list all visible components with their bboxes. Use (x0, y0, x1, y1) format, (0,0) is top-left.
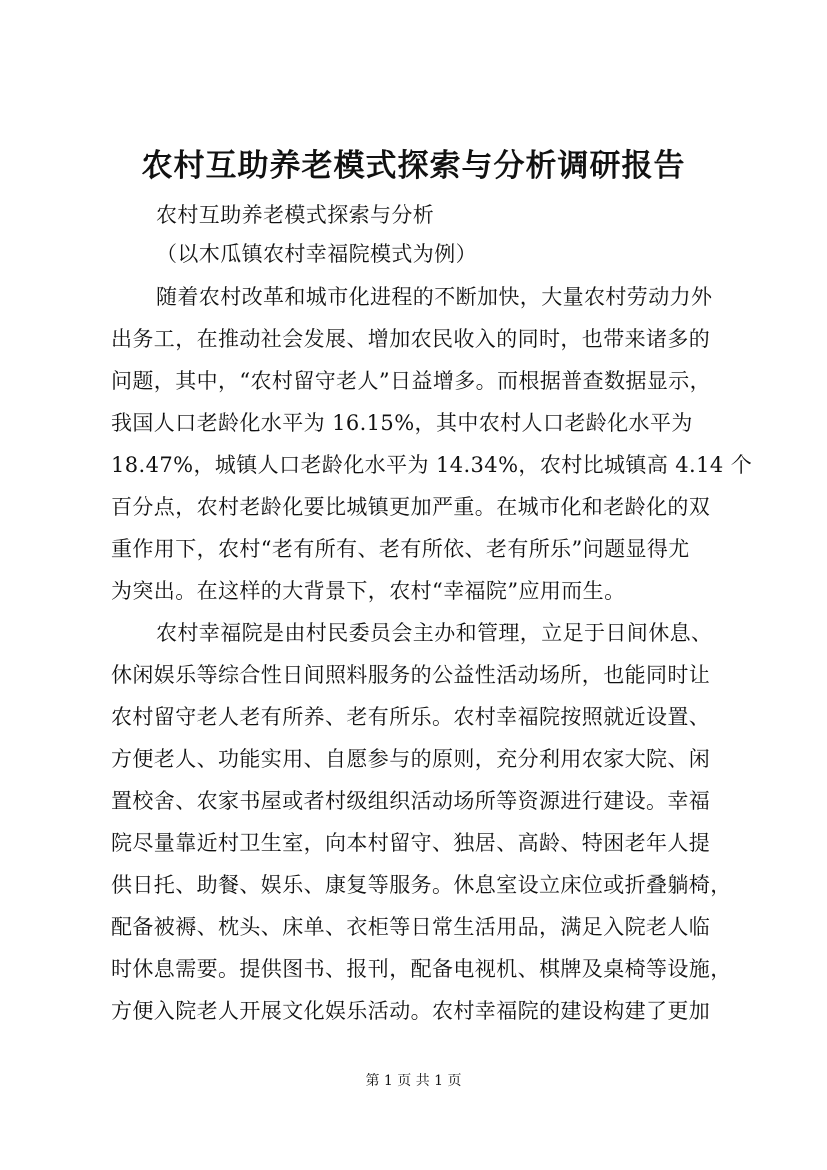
paragraph-line: 为突出。在这样的大背景下，农村“幸福院”应用而生。 (111, 579, 626, 603)
paragraph-line: 随着农村改革和城市化进程的不断加快，大量农村劳动力外 (156, 285, 713, 309)
document-title: 农村互助养老模式探索与分析调研报告 (141, 148, 686, 184)
paragraph-line: 方便老人、功能实用、自愿参与的原则，充分利用农家大院、闲 (111, 747, 711, 771)
paragraph-line: 18.47%，城镇人口老龄化水平为 14.34%，农村比城镇高 4.14 个 (111, 453, 753, 477)
paragraph-line: 农村幸福院是由村民委员会主办和管理，立足于日间休息、 (156, 621, 713, 645)
document-subtitle: 农村互助养老模式探索与分析 (156, 203, 435, 227)
paragraph-line: 问题，其中，“农村留守老人”日益增多。而根据普查数据显示， (111, 369, 712, 393)
paragraph-line: 院尽量靠近村卫生室，向本村留守、独居、高龄、特困老年人提 (111, 831, 711, 855)
paragraph-line: 百分点，农村老龄化要比城镇更加严重。在城市化和老龄化的双 (111, 495, 711, 519)
paragraph-line: 农村留守老人老有所养、老有所乐。农村幸福院按照就近设置、 (111, 705, 711, 729)
paragraph-line: 时休息需要。提供图书、报刊，配备电视机、棋牌及桌椅等设施， (111, 957, 732, 981)
paragraph-line: 重作用下，农村“老有所有、老有所依、老有所乐”问题显得尤 (111, 537, 690, 561)
document-subtitle-note: （以木瓜镇农村幸福院模式为例） (156, 242, 477, 266)
paragraph-line: 休闲娱乐等综合性日间照料服务的公益性活动场所，也能同时让 (111, 663, 711, 687)
page-number: 第 1 页 共 1 页 (365, 1073, 462, 1089)
paragraph-line: 置校舍、农家书屋或者村级组织活动场所等资源进行建设。幸福 (111, 789, 711, 813)
paragraph-line: 我国人口老龄化水平为 16.15%，其中农村人口老龄化水平为 (111, 411, 693, 435)
paragraph-line: 供日托、助餐、娱乐、康复等服务。休息室设立床位或折叠躺椅， (111, 873, 732, 897)
paragraph-line: 配备被褥、枕头、床单、衣柜等日常生活用品，满足入院老人临 (111, 915, 711, 939)
paragraph-line: 出务工，在推动社会发展、增加农民收入的同时，也带来诸多的 (111, 327, 711, 351)
paragraph-line: 方便入院老人开展文化娱乐活动。农村幸福院的建设构建了更加 (111, 999, 711, 1023)
